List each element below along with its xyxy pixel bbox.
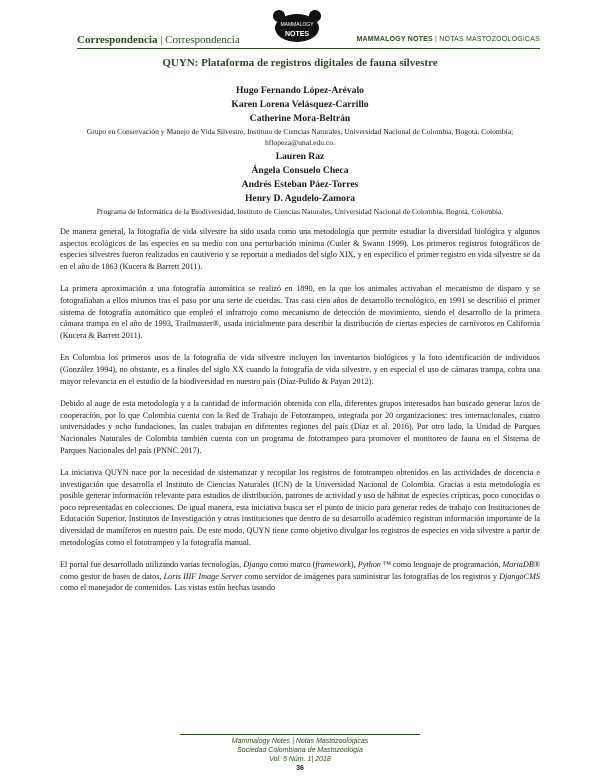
text-run: ), bbox=[350, 560, 358, 570]
article-title: QUYN: Plataforma de registros digitales de fauna silvestre bbox=[162, 57, 438, 69]
page-footer bbox=[0, 737, 600, 773]
logo-text-bottom: NOTES bbox=[284, 31, 310, 38]
footer-volume: Vol. 5 Núm. 1| 2018 bbox=[269, 756, 331, 763]
logo-ear-right bbox=[309, 10, 321, 22]
section-separator: | bbox=[157, 34, 166, 46]
journal-logo bbox=[266, 6, 328, 46]
body-paragraph: Debido al auge de esta metodología y a la cantidad de información obtenida con ella, diferentes grupos interesados han buscado generar lazos de cooperación, por lo que Colombia cuenta con la Red de Trabajo de Fototrampeo, integrada por 20 organizaciones: tres internacionales, cuatro universidades y ocho fundaciones, las cuales trabajan en diferentes regiones del país (Díaz et al. 2016). Por otro lado, la Unidad de Parques Nacionales Naturales de Colombia también cuenta con un programa de fototrampeo para promover el monitoreo de fauna en el Sistema de Parques Nacionales del país (PNNC 2017). bbox=[60, 399, 540, 455]
italic-run: Loris IIIF Image Server bbox=[163, 571, 243, 581]
italic-run: Python bbox=[357, 560, 381, 570]
author-name: Lauren Raz bbox=[275, 151, 325, 162]
body-paragraph: La primera aproximación a una fotografía automática se realizó en 1890, en la que los animales activaban el mecanismo de disparo y se fotografiaban a ellos mismos tras el paso por una serie de cuerdas. Tras casi cien años de desarrollo tecnológico, en 1991 se describió el primer sistema de fotografía automático que empleó el infrarrojo como mecanismo de detección de movimiento, siendo el desarrollo de la primera cámara trampa en el año de 1993, Trailmaster®, usada inicialmente para describir la distribución de ciertas especies de carnívoros en California (Kucera & Barrett 2011). bbox=[60, 284, 540, 340]
affiliation: Programa de Informática de la Biodiversidad, Instituto de Ciencias Naturales, Universidad Nacional de Colombia, Bogotá, Colombia. bbox=[96, 207, 504, 216]
author-name: Hugo Fernando López-Arévalo bbox=[236, 85, 364, 96]
text-run: como servidor de imágenes para suministrar las fotografías de los registros y bbox=[242, 571, 500, 581]
author-block-1 bbox=[40, 84, 560, 148]
author-block-2 bbox=[40, 150, 560, 217]
article-body bbox=[60, 226, 540, 605]
italic-run: MariaDB® bbox=[502, 560, 540, 570]
journal-name-bold: MAMMALOGY NOTES bbox=[356, 36, 433, 43]
page-number: 36 bbox=[296, 765, 304, 772]
italic-run: DjangoCMS bbox=[499, 571, 541, 581]
page-header bbox=[0, 0, 600, 52]
header-divider bbox=[77, 48, 540, 49]
footer-society: Sociedad Colombiana de Mastozoología bbox=[237, 747, 363, 754]
footer-journal: Mammalogy Notes | Notas Mastozoológicas bbox=[231, 738, 369, 745]
author-name: Henry D. Agudelo-Zamora bbox=[244, 193, 356, 204]
body-paragraph-last bbox=[60, 559, 540, 594]
italic-run: framework bbox=[315, 560, 351, 570]
section-label bbox=[77, 34, 240, 46]
journal-separator: | bbox=[432, 36, 440, 43]
text-run: ™ como lenguaje de programación, bbox=[380, 560, 503, 570]
text-run: como marco ( bbox=[267, 560, 316, 570]
logo-text-top: MAMMALOGY bbox=[280, 22, 314, 28]
author-name: Karen Lorena Velásquez-Carrillo bbox=[231, 99, 369, 110]
author-name: Andrés Esteban Páez-Torres bbox=[241, 179, 359, 190]
italic-run: Django bbox=[243, 560, 268, 570]
affiliation: Grupo en Conservación y Manejo de Vida Silvestre, Instituto de Ciencias Naturales, Universidad Nacional de Colombia, Bogotá, Colombia; hflopeza@unal.edu.co. bbox=[86, 127, 514, 147]
section-label-regular: Correspondencia bbox=[165, 34, 240, 46]
text-run: como el manejador de contenidos. Las vistas están hechas usando bbox=[60, 583, 276, 593]
body-paragraph: De manera general, la fotografía de vida silvestre ha sido usada como una metodología que permite estudiar la diversidad biológica y algunos aspectos ecológicos de las especies en su medio con una perturbación mínima (Cutler & Swann 1999). Los primeros registros fotográficos de especies silvestres fueron realizados en cautiverio y se reportan a mediados del siglo XIX, y en específico el primer registro en vida silvestre se da en el año de 1863 (Kucera & Barrett 2011). bbox=[60, 227, 540, 271]
logo-ear-left bbox=[273, 10, 285, 22]
body-paragraph: En Colombia los primeros usos de la fotografía de vida silvestre incluyen los inventarios biológicos y la foto identificación de individuos (González 1994), no obstante, es a finales del siglo XX cuando la fotografía de vida silvestre, y en especial el uso de cámaras trampa, cobra una mayor relevancia en el estudio de la biodiversidad en nuestro país (Díaz-Pulido & Payan 2012). bbox=[60, 353, 540, 386]
author-name: Catherine Mora-Beltrán bbox=[249, 113, 351, 124]
text-run: El portal fue desarrollado utilizando varias tecnologías, bbox=[60, 560, 244, 570]
footer-divider bbox=[180, 734, 420, 735]
body-paragraph: La iniciativa QUYN nace por la necesidad de sistematizar y recopilar los registros de fototrampeo obtenidos en las actividades de docencia e investigación que desarrolla el Instituto de Ciencias Naturales (ICN) de la Universidad Nacional de Colombia. Gracias a esta metodología es posible generar información relevante para estudios de distribución, patrones de actividad y uso de hábitat de especies crípticas, poco conocidas o poco representadas en colecciones. De igual manera, esta iniciativa busca ser el punto de inicio para generar redes de trabajo con Instituciones de Educación Superior, Institutos de Investigación y otras instituciones que dentro de su desarrollo académico registran información importante de la diversidad de mamíferos en nuestro país. De este modo, QUYN tiene como objetivo divulgar los registros de especies en vida silvestre a partir de metodologías como el fototrampeo y la fotografía manual. bbox=[60, 468, 540, 547]
journal-name bbox=[357, 36, 540, 43]
text-run: como gestor de bases de datos, bbox=[60, 571, 164, 581]
journal-name-regular: NOTAS MASTOZOOLÓGICAS bbox=[439, 36, 540, 43]
author-name: Ángela Consuelo Checa bbox=[251, 165, 349, 176]
section-label-bold: Correspondencia bbox=[77, 34, 158, 46]
